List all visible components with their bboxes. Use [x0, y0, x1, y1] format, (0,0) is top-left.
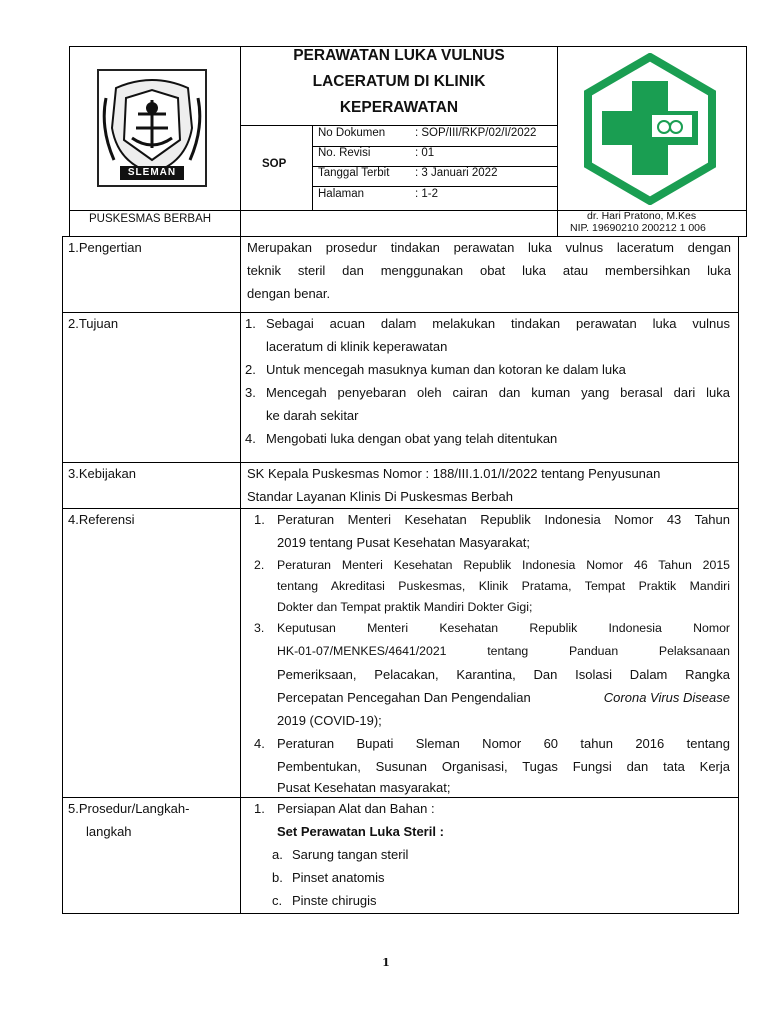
prosedur-item: Sarung tangan steril: [292, 847, 409, 862]
sleman-logo: [96, 68, 208, 188]
doc-title-line-1: PERAWATAN LUKA VULNUS: [293, 47, 505, 64]
referensi-item: Pembentukan, Susunan Organisasi, Tugas Fungsi dan tata Kerja: [277, 759, 730, 774]
kebijakan-line: Standar Layanan Klinis Di Puskesmas Berbah: [247, 489, 513, 504]
referensi-item: Peraturan Menteri Kesehatan Republik Indonesia Nomor 43 Tahun: [277, 512, 730, 527]
list-number: 1.: [245, 316, 256, 331]
referensi-item: Keputusan Menteri Kesehatan Republik Indonesia Nomor: [277, 621, 730, 635]
pengertian-line: teknik steril dan menggunakan obat luka atau membersihkan luka: [247, 263, 731, 278]
referensi-item: Dokter dan Tempat praktik Mandiri Dokter Gigi;: [277, 600, 533, 614]
referensi-item: 2019 tentang Pusat Kesehatan Masyarakat;: [277, 535, 530, 550]
tujuan-item: Untuk mencegah masuknya kuman dan kotoran ke dalam luka: [266, 362, 626, 377]
referensi-item: Peraturan Menteri Kesehatan Republik Indonesia Nomor 46 Tahun 2015: [277, 558, 730, 572]
tujuan-item: laceratum di klinik keperawatan: [266, 339, 448, 354]
section-label-tujuan: 2.Tujuan: [68, 316, 119, 331]
field-value-0: : SOP/III/RKP/02/I/2022: [415, 127, 537, 139]
referensi-item: HK-01-07/MENKES/4641/2021 tentang Panduan Pelaksanaan: [277, 644, 730, 658]
divider: [240, 125, 557, 126]
section-label-prosedur: 5.Prosedur/Langkah-: [68, 801, 190, 816]
field-label-3: Halaman: [318, 188, 365, 200]
doc-title-line-3: KEPERAWATAN: [339, 99, 459, 116]
sop-label: SOP: [262, 158, 287, 170]
puskesmas-logo: [582, 53, 718, 205]
divider: [240, 236, 241, 914]
referensi-item: [277, 686, 730, 709]
prosedur-subhead: Set Perawatan Luka Steril :: [277, 824, 444, 839]
prosedur-item: Pinset anatomis: [292, 870, 385, 885]
signatory-nip: NIP. 19690210 200212 1 006: [570, 222, 706, 234]
prosedur-item: Pinste chirugis: [292, 893, 377, 908]
divider: [312, 125, 313, 211]
list-number: 2.: [245, 362, 256, 377]
referensi-italic: Corona Virus Disease: [603, 690, 730, 705]
list-number: 4.: [245, 431, 256, 446]
list-number: 1.: [254, 512, 265, 527]
section-label-prosedur-2: langkah: [86, 824, 132, 839]
tujuan-item: ke darah sekitar: [266, 408, 359, 423]
section-label-kebijakan: 3.Kebijakan: [68, 466, 136, 481]
tujuan-item: Sebagai acuan dalam melakukan tindakan perawatan luka vulnus: [266, 316, 730, 331]
prosedur-step: Persiapan Alat dan Bahan :: [277, 801, 435, 816]
list-number: 3.: [245, 385, 256, 400]
section-label-pengertian: 1.Pengertian: [68, 240, 142, 255]
pengertian-line: dengan benar.: [247, 286, 331, 301]
referensi-item: Pusat Kesehatan masyarakat;: [277, 780, 451, 795]
org-name: PUSKESMAS BERBAH: [89, 213, 212, 225]
pengertian-line: Merupakan prosedur tindakan perawatan luka vulnus laceratum dengan: [247, 240, 731, 255]
tujuan-item: Mengobati luka dengan obat yang telah ditentukan: [266, 431, 558, 446]
divider: [312, 186, 557, 187]
logo-text: SLEMAN: [127, 167, 177, 178]
doc-title-line-2: LACERATUM DI KLINIK: [312, 73, 486, 90]
list-number: 2.: [254, 558, 265, 572]
section-label-referensi: 4.Referensi: [68, 512, 135, 527]
referensi-text: Percepatan Pencegahan Dan Pengendalian: [277, 690, 531, 705]
referensi-item: 2019 (COVID-19);: [277, 713, 382, 728]
field-value-2: : 3 Januari 2022: [415, 167, 498, 179]
signatory-name: dr. Hari Pratono, M.Kes: [587, 210, 697, 222]
field-label-1: No. Revisi: [318, 147, 371, 159]
field-label-2: Tanggal Terbit: [318, 167, 390, 179]
field-value-3: : 1-2: [415, 188, 439, 200]
list-number: 3.: [254, 621, 265, 635]
referensi-item: Peraturan Bupati Sleman Nomor 60 tahun 2016 tentang: [277, 736, 730, 751]
referensi-item: Pemeriksaan, Pelacakan, Karantina, Dan Isolasi Dalam Rangka: [277, 667, 730, 682]
tujuan-item: Mencegah penyebaran oleh cairan dan kuman yang berasal dari luka: [266, 385, 730, 400]
list-number: 1.: [254, 801, 265, 816]
divider: [557, 46, 558, 237]
list-letter: a.: [272, 847, 283, 862]
referensi-item: tentang Akreditasi Puskesmas, Klinik Pratama, Tempat Praktik Mandiri: [277, 579, 730, 593]
field-value-1: : 01: [415, 147, 435, 159]
field-label-0: No Dokumen: [318, 127, 386, 139]
list-number: 4.: [254, 736, 265, 751]
list-letter: c.: [272, 893, 283, 908]
page-number: 1: [382, 956, 390, 969]
list-letter: b.: [272, 870, 283, 885]
kebijakan-line: SK Kepala Puskesmas Nomor : 188/III.1.01/I/2022 tentang Penyusunan: [247, 466, 661, 481]
